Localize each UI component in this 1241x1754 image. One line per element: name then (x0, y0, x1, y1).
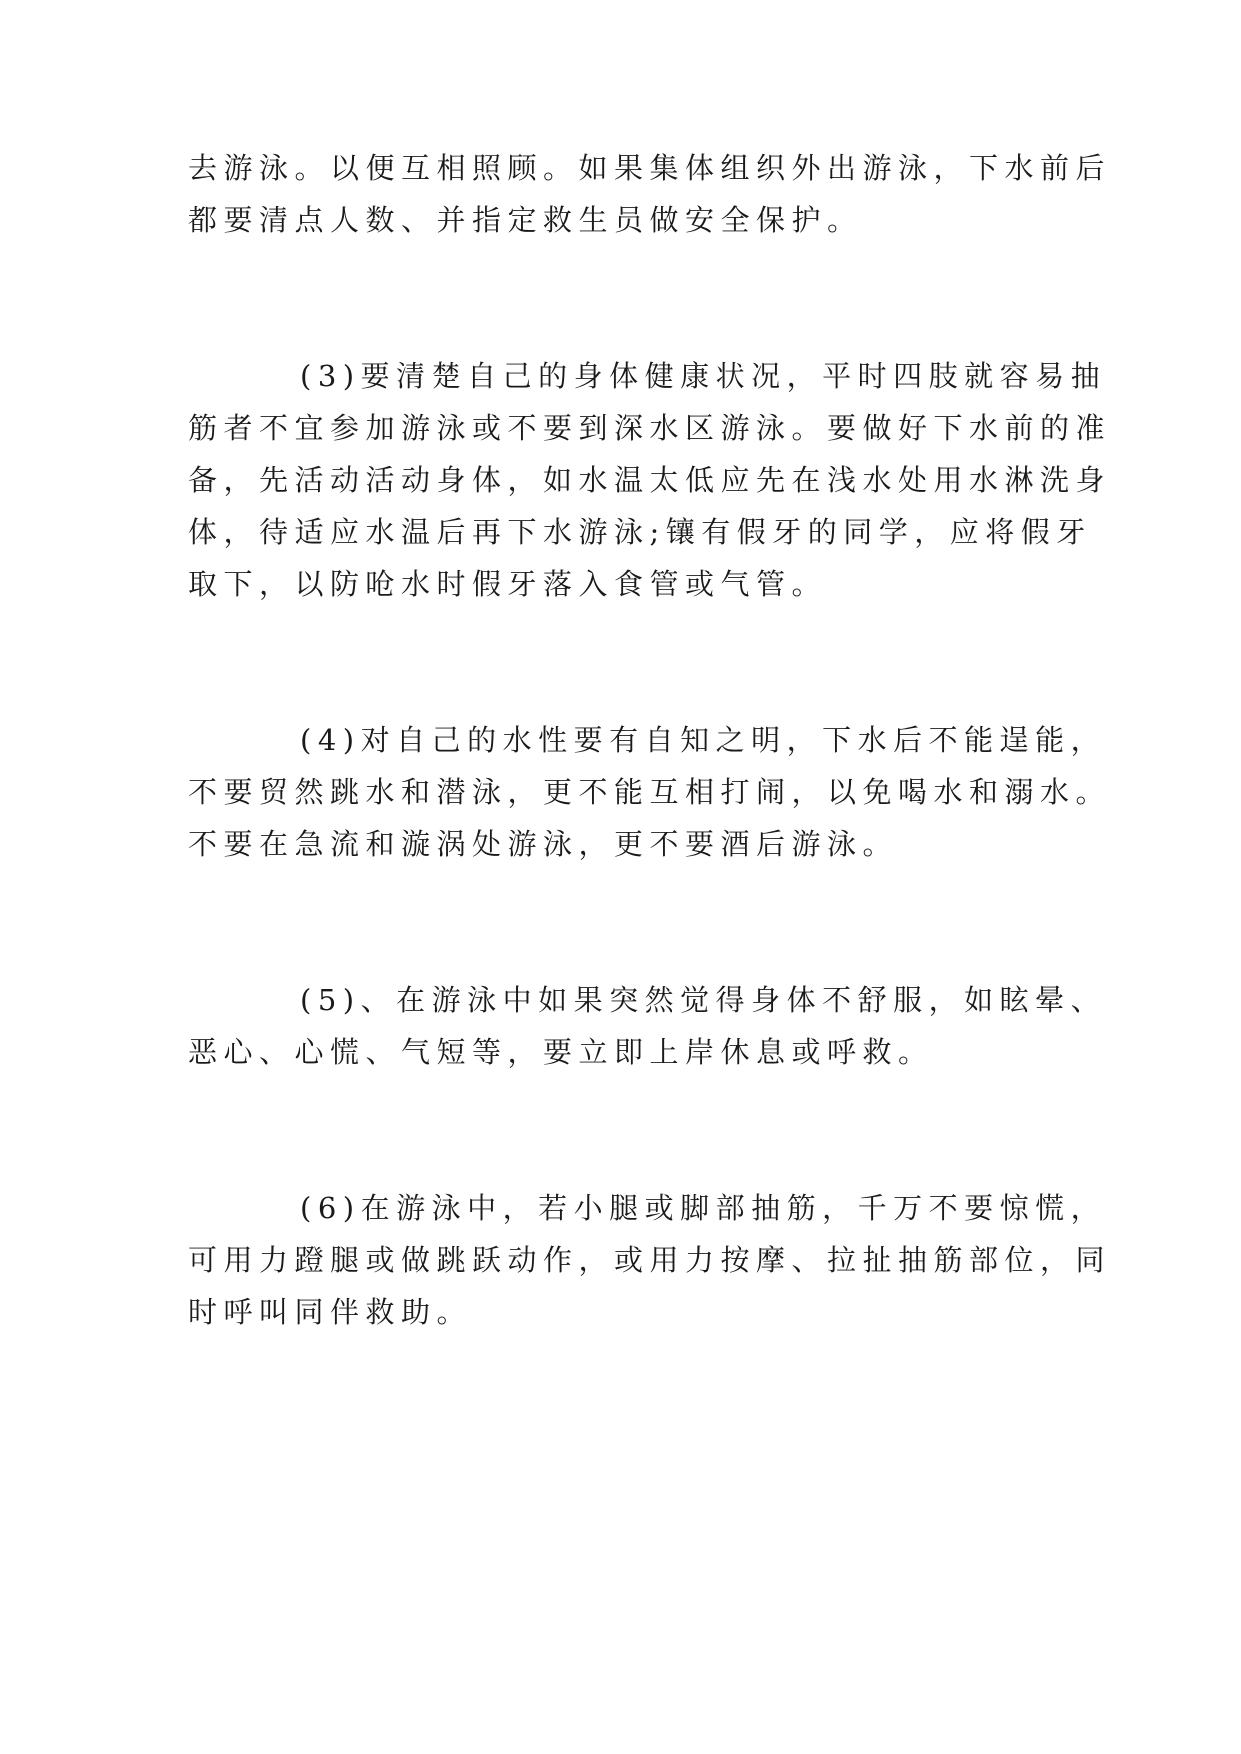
paragraph-2-line-4: 体，待适应水温后再下水游泳;镶有假牙的同学，应将假牙 (188, 515, 1092, 549)
paragraph-3-line-1: (4)对自己的水性要有自知之明，下水后不能逞能， (300, 723, 1107, 757)
paragraph-5-line-2: 可用力蹬腿或做跳跃动作，或用力按摩、拉扯抽筋部位，同 (188, 1243, 1112, 1277)
paragraph-2-line-2: 筋者不宜参加游泳或不要到深水区游泳。要做好下水前的准 (188, 411, 1112, 445)
paragraph-1-line-1: 去游泳。以便互相照顾。如果集体组织外出游泳，下水前后 (188, 151, 1112, 185)
paragraph-5-line-1: (6)在游泳中，若小腿或脚部抽筋，千万不要惊慌， (300, 1191, 1107, 1225)
paragraph-4-line-2: 恶心、心慌、气短等，要立即上岸休息或呼救。 (188, 1035, 934, 1069)
paragraph-3-line-2: 不要贸然跳水和潜泳，更不能互相打闹，以免喝水和溺水。 (188, 775, 1112, 809)
paragraph-2-line-5: 取下，以防呛水时假牙落入食管或气管。 (188, 567, 828, 601)
paragraph-1-line-2: 都要清点人数、并指定救生员做安全保护。 (188, 203, 863, 237)
paragraph-3-line-3: 不要在急流和漩涡处游泳，更不要酒后游泳。 (188, 827, 899, 861)
paragraph-5-line-3: 时呼叫同伴救助。 (188, 1295, 473, 1329)
paragraph-4-line-1: (5)、在游泳中如果突然觉得身体不舒服，如眩晕、 (300, 983, 1107, 1017)
paragraph-2-line-3: 备，先活动活动身体，如水温太低应先在浅水处用水淋洗身 (188, 463, 1112, 497)
paragraph-2-line-1: (3)要清楚自己的身体健康状况，平时四肢就容易抽 (300, 359, 1107, 393)
